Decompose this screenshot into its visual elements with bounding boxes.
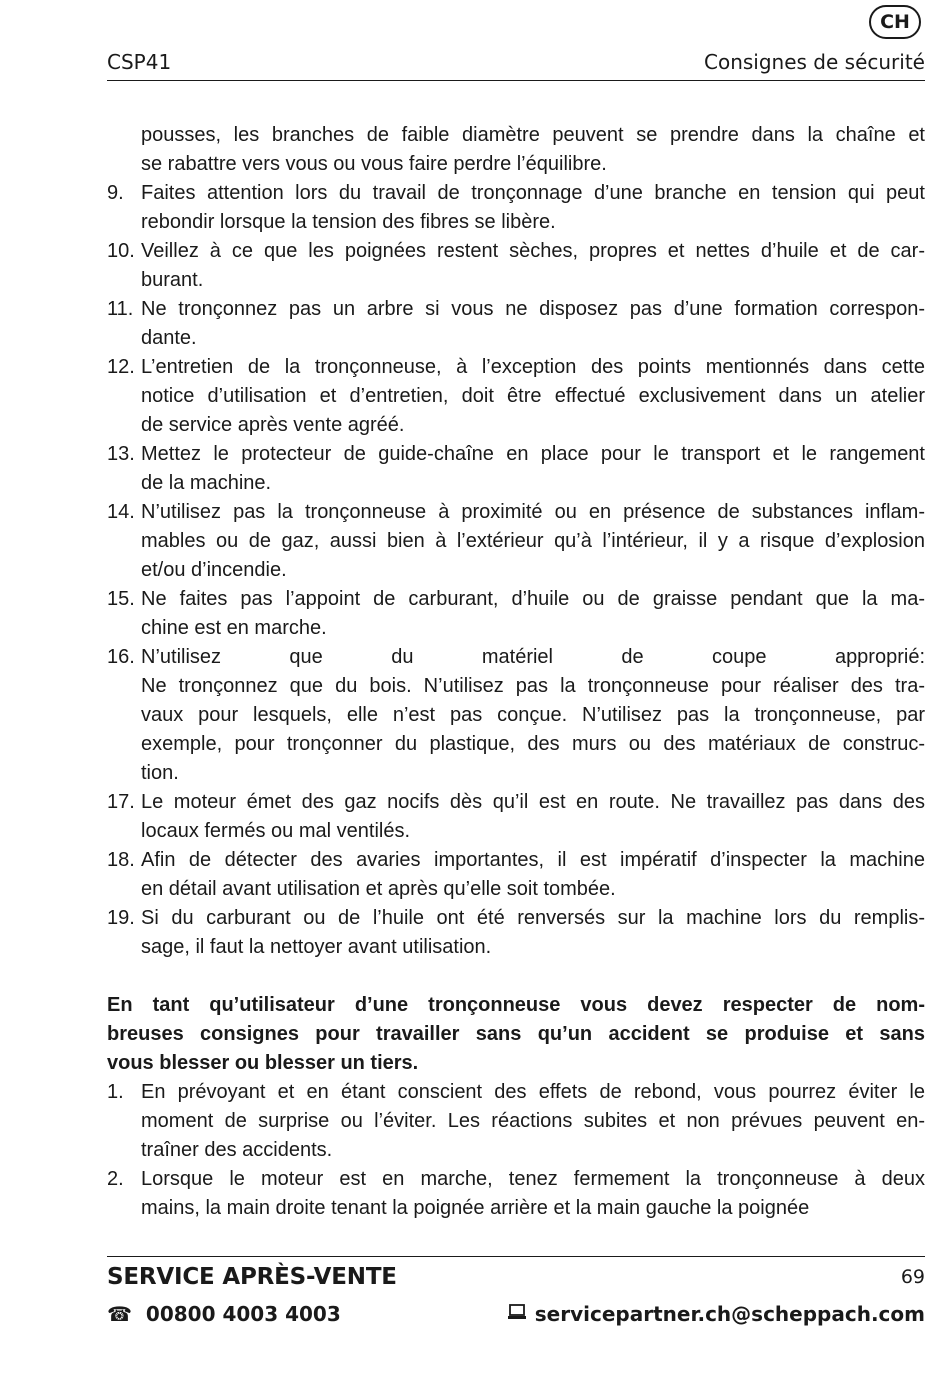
- list-line: En prévoyant et en étant conscient des effets de rebond, vous pourrez éviter le: [141, 1081, 925, 1103]
- list-item: [107, 788, 925, 846]
- list-line: mains, la main droite tenant la poignée arrière et la main gauche la poignée: [141, 1197, 810, 1219]
- list-item: [107, 643, 925, 788]
- safety-list-continued: [107, 121, 925, 962]
- list-line: Ne faites pas l’appoint de carburant, d’huile ou de graisse pendant que la ma-: [141, 588, 925, 610]
- list-line: Mettez le protecteur de guide-chaîne en place pour le transport et le rangement: [141, 443, 925, 465]
- list-item: [107, 498, 925, 585]
- list-line: pousses, les branches de faible diamètre peuvent se prendre dans la chaîne et: [141, 124, 925, 146]
- page-number: 69: [900, 1266, 925, 1288]
- email-contact[interactable]: [507, 1302, 925, 1326]
- list-number: 12.: [107, 356, 135, 378]
- footer-rule: [107, 1256, 925, 1257]
- list-line: de service après vente agréé.: [141, 414, 405, 436]
- list-line: N’utilisez que du matériel de coupe approprié:: [141, 646, 925, 668]
- list-line: Le moteur émet des gaz nocifs dès qu’il est en route. Ne travaillez pas dans des: [141, 791, 925, 813]
- list-line: sage, il faut la nettoyer avant utilisation.: [141, 936, 492, 958]
- list-item: [107, 1165, 925, 1223]
- list-number: 16.: [107, 646, 135, 668]
- model-name: CSP41: [107, 50, 172, 74]
- list-line: traîner des accidents.: [141, 1139, 333, 1161]
- list-line: N’utilisez pas la tronçonneuse à proximité ou en présence de substances inflam-: [141, 501, 925, 523]
- list-number: 9.: [107, 182, 124, 204]
- list-line: exemple, pour tronçonner du plastique, des murs ou des matériaux de construc-: [141, 733, 925, 755]
- list-line: et/ou d’incendie.: [141, 559, 287, 581]
- intro-line: vous blesser ou blesser un tiers.: [107, 1052, 419, 1074]
- list-line: L’entretien de la tronçonneuse, à l’exception des points mentionnés dans cette: [141, 356, 925, 378]
- list-number: 15.: [107, 588, 135, 610]
- list-number: 10.: [107, 240, 135, 262]
- list-line: de la machine.: [141, 472, 272, 494]
- computer-icon: [507, 1302, 527, 1326]
- telephone-icon: ☎: [107, 1302, 132, 1326]
- list-line: se rabattre vers vous ou vous faire perdre l’équilibre.: [141, 153, 607, 175]
- list-item: [107, 440, 925, 498]
- list-item: [107, 121, 925, 179]
- phone-contact: [107, 1302, 341, 1326]
- section-title: Consignes de sécurité: [704, 50, 925, 74]
- intro-paragraph: [107, 991, 925, 1078]
- list-line: locaux fermés ou mal ventilés.: [141, 820, 411, 842]
- list-item: [107, 846, 925, 904]
- list-item: [107, 353, 925, 440]
- email-address[interactable]: servicepartner.ch@scheppach.com: [534, 1302, 925, 1326]
- list-line: burant.: [141, 269, 204, 291]
- list-number: 2.: [107, 1168, 124, 1190]
- intro-line: En tant qu’utilisateur d’une tronçonneuse vous devez respecter de nom-: [107, 994, 925, 1016]
- list-line: Ne tronçonnez que du bois. N’utilisez pas la tronçonneuse pour réaliser des tra-: [141, 675, 925, 697]
- list-line: dante.: [141, 327, 197, 349]
- list-item: [107, 585, 925, 643]
- header-rule: [107, 80, 925, 81]
- document-body: [107, 121, 925, 1223]
- paragraph-gap: [107, 962, 925, 991]
- service-title: SERVICE APRÈS-VENTE: [107, 1264, 397, 1290]
- intro-line: breuses consignes pour travailler sans qu’un accident se produise et sans: [107, 1023, 925, 1045]
- list-line: mables ou de gaz, aussi bien à l’extérieur qu’à l’intérieur, il y a risque d’explosion: [141, 530, 925, 552]
- list-line: Veillez à ce que les poignées restent sèches, propres et nettes d’huile et de car-: [141, 240, 925, 262]
- list-item: [107, 179, 925, 237]
- list-line: Lorsque le moteur est en marche, tenez fermement la tronçonneuse à deux: [141, 1168, 925, 1190]
- list-line: en détail avant utilisation et après qu’elle soit tombée.: [141, 878, 616, 900]
- phone-number: 00800 4003 4003: [145, 1302, 341, 1326]
- list-number: 13.: [107, 443, 135, 465]
- list-line: notice d’utilisation et d’entretien, doit être effectué exclusivement dans un atelier: [141, 385, 925, 407]
- list-item: [107, 295, 925, 353]
- list-item: [107, 904, 925, 962]
- list-line: Ne tronçonnez pas un arbre si vous ne disposez pas d’une formation correspon-: [141, 298, 925, 320]
- country-badge: CH: [869, 5, 921, 39]
- list-line: Si du carburant ou de l’huile ont été renversés sur la machine lors du remplis-: [141, 907, 925, 929]
- list-number: 14.: [107, 501, 135, 523]
- list-number: 11.: [107, 298, 134, 320]
- list-item: [107, 1078, 925, 1165]
- list-item: [107, 237, 925, 295]
- list-line: Afin de détecter des avaries importantes, il est impératif d’inspecter la machine: [141, 849, 925, 871]
- list-number: 1.: [107, 1081, 124, 1103]
- list-line: Faites attention lors du travail de tronçonnage d’une branche en tension qui peut: [141, 182, 925, 204]
- list-number: 19.: [107, 907, 135, 929]
- safety-list-two: [107, 1078, 925, 1223]
- list-line: tion.: [141, 762, 179, 784]
- list-line: chine est en marche.: [141, 617, 327, 639]
- list-line: moment de surprise ou l’éviter. Les réactions subites et non prévues peuvent en-: [141, 1110, 925, 1132]
- list-line: vaux pour lesquels, elle n’est pas conçue. N’utilisez pas la tronçonneuse, par: [141, 704, 925, 726]
- list-number: 17.: [107, 791, 135, 813]
- list-number: 18.: [107, 849, 135, 871]
- list-line: rebondir lorsque la tension des fibres se libère.: [141, 211, 556, 233]
